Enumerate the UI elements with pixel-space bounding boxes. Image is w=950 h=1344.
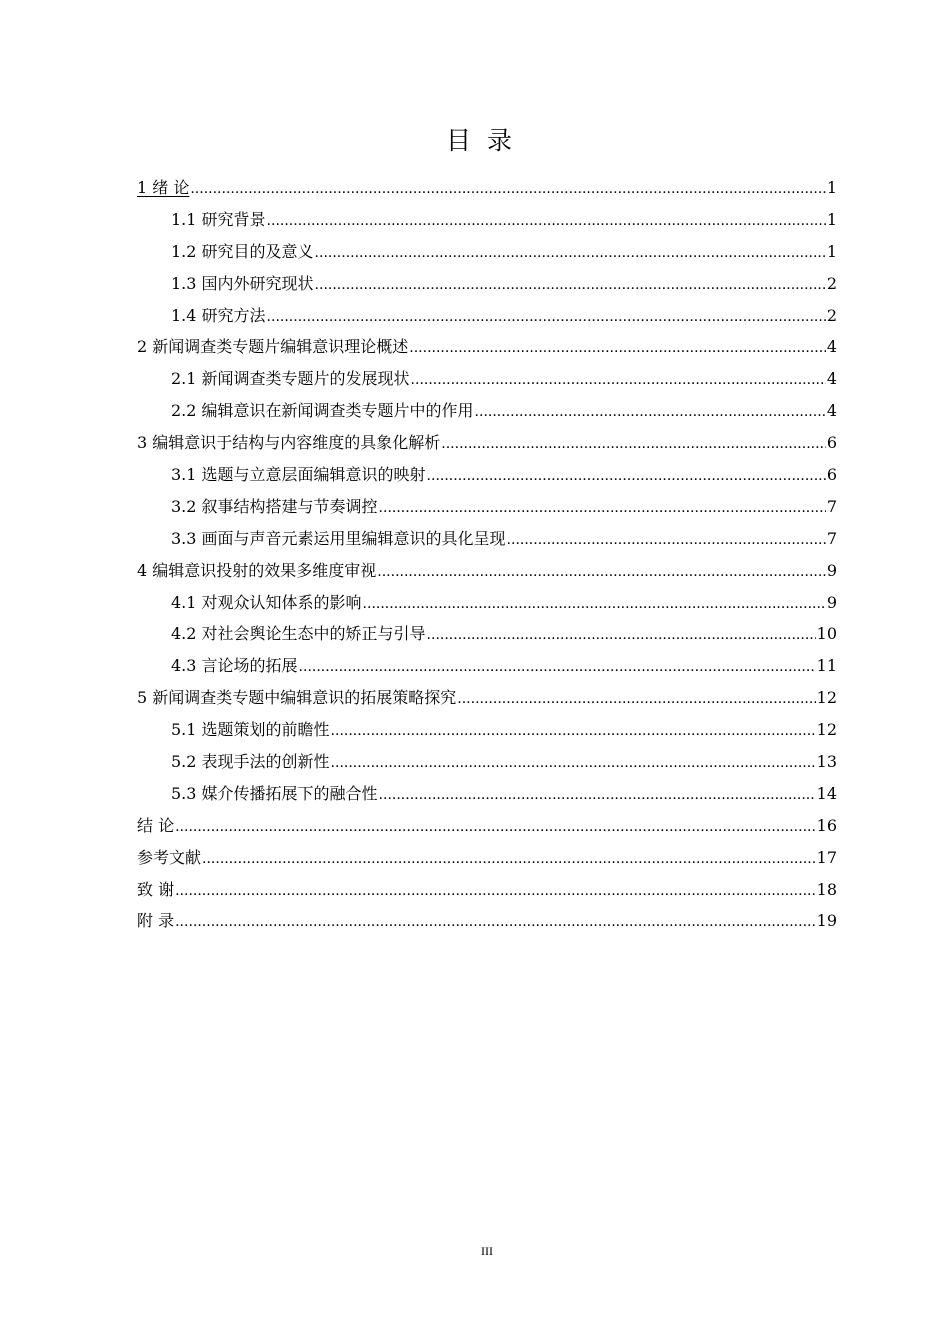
- toc-entry-page: 1: [826, 241, 837, 261]
- toc-entry-label[interactable]: 附 录: [137, 911, 175, 931]
- toc-entry-page: 12: [816, 720, 837, 740]
- toc-entry-label[interactable]: 4 编辑意识投射的效果多维度审视: [137, 560, 377, 580]
- toc-entry-page: 2: [826, 305, 837, 325]
- toc-entry[interactable]: [137, 810, 837, 842]
- toc-entry-page: 13: [816, 752, 837, 772]
- toc-entry[interactable]: [137, 746, 837, 778]
- toc-entry-label[interactable]: 4.2 对社会舆论生态中的矫正与引导: [171, 624, 426, 644]
- toc-dot-leader: [507, 525, 826, 557]
- toc-entry[interactable]: [137, 459, 837, 491]
- toc-dot-leader: [457, 684, 815, 716]
- toc-entry[interactable]: [137, 363, 837, 395]
- toc-entry-page: 9: [826, 592, 837, 612]
- toc-entry-page: 7: [826, 496, 837, 516]
- toc-entry[interactable]: [137, 523, 837, 555]
- toc-entry[interactable]: [137, 491, 837, 523]
- toc-entry-label[interactable]: 1.3 国内外研究现状: [171, 273, 314, 293]
- toc-entry-page: 6: [826, 433, 837, 453]
- toc-entry-page: 19: [816, 911, 837, 931]
- toc-entry-label[interactable]: 4.1 对观众认知体系的影响: [171, 592, 362, 612]
- toc-entry-page: 9: [826, 560, 837, 580]
- toc-entry-label[interactable]: 1 绪 论: [137, 178, 190, 197]
- toc-entry-page: 1: [826, 178, 837, 197]
- toc-dot-leader: [315, 270, 826, 302]
- toc-entry[interactable]: [137, 905, 837, 937]
- toc-entry[interactable]: [137, 172, 837, 204]
- toc-entry-label[interactable]: 3.3 画面与声音元素运用里编辑意识的具化呈现: [171, 528, 506, 548]
- toc-dot-leader: [315, 238, 826, 270]
- toc-entry[interactable]: [137, 874, 837, 906]
- toc-entry[interactable]: [137, 714, 837, 746]
- toc-entry[interactable]: [137, 778, 837, 810]
- page-number: III: [481, 1244, 493, 1258]
- toc-entry[interactable]: [137, 587, 837, 619]
- toc-dot-leader: [411, 365, 826, 397]
- toc-entry-page: 17: [816, 847, 837, 867]
- toc-entry-label[interactable]: 1.2 研究目的及意义: [171, 241, 314, 261]
- toc-dot-leader: [427, 461, 826, 493]
- toc-entry[interactable]: [137, 331, 837, 363]
- toc-entry-label[interactable]: 3.2 叙事结构搭建与节奏调控: [171, 496, 378, 516]
- toc-entry-page: 7: [826, 528, 837, 548]
- toc-dot-leader: [441, 429, 826, 461]
- toc-entry-page: 4: [826, 369, 837, 389]
- toc-dot-leader: [299, 652, 816, 684]
- toc-dot-leader: [202, 844, 816, 876]
- toc-entry-label[interactable]: 致 谢: [137, 879, 175, 899]
- toc-entry-page: 2: [826, 273, 837, 293]
- toc-entry[interactable]: [137, 842, 837, 874]
- toc-dot-leader: [331, 748, 816, 780]
- toc-dot-leader: [175, 812, 816, 844]
- toc-entry-page: 16: [816, 815, 837, 835]
- toc-dot-leader: [379, 780, 816, 812]
- toc-entry[interactable]: [137, 682, 837, 714]
- toc-entry-label[interactable]: 5.2 表现手法的创新性: [171, 752, 330, 772]
- table-of-contents: [137, 172, 837, 937]
- toc-entry-label[interactable]: 5.3 媒介传播拓展下的融合性: [171, 783, 378, 803]
- toc-entry[interactable]: [137, 555, 837, 587]
- toc-entry-page: 11: [816, 656, 837, 676]
- toc-entry-label[interactable]: 2.1 新闻调查类专题片的发展现状: [171, 369, 410, 389]
- toc-dot-leader: [190, 174, 825, 206]
- toc-entry-page: 4: [826, 401, 837, 421]
- page-title: 目录: [445, 126, 528, 155]
- toc-dot-leader: [267, 302, 826, 334]
- toc-entry-label[interactable]: 结 论: [137, 815, 175, 835]
- toc-dot-leader: [427, 620, 816, 652]
- toc-dot-leader: [409, 333, 826, 365]
- toc-entry-label[interactable]: 2 新闻调查类专题片编辑意识理论概述: [137, 337, 409, 357]
- toc-entry-label[interactable]: 2.2 编辑意识在新闻调查类专题片中的作用: [171, 401, 474, 421]
- toc-entry-page: 18: [816, 879, 837, 899]
- toc-dot-leader: [267, 206, 826, 238]
- toc-entry[interactable]: [137, 300, 837, 332]
- toc-entry[interactable]: [137, 236, 837, 268]
- toc-dot-leader: [379, 493, 826, 525]
- toc-entry-label[interactable]: 5.1 选题策划的前瞻性: [171, 720, 330, 740]
- toc-dot-leader: [363, 589, 826, 621]
- toc-dot-leader: [331, 716, 816, 748]
- toc-entry-page: 4: [826, 337, 837, 357]
- toc-entry-label[interactable]: 参考文献: [137, 847, 202, 867]
- toc-entry-page: 10: [816, 624, 837, 644]
- toc-entry-page: 6: [826, 465, 837, 485]
- toc-dot-leader: [175, 907, 816, 939]
- toc-dot-leader: [475, 397, 826, 429]
- toc-entry-label[interactable]: 5 新闻调查类专题中编辑意识的拓展策略探究: [137, 688, 457, 708]
- toc-entry-label[interactable]: 3 编辑意识于结构与内容维度的具象化解析: [137, 433, 441, 453]
- toc-entry-label[interactable]: 3.1 选题与立意层面编辑意识的映射: [171, 465, 426, 485]
- toc-dot-leader: [377, 557, 826, 589]
- toc-entry-page: 12: [816, 688, 837, 708]
- toc-entry-label[interactable]: 4.3 言论场的拓展: [171, 656, 298, 676]
- toc-entry[interactable]: [137, 204, 837, 236]
- toc-entry-label[interactable]: 1.1 研究背景: [171, 209, 266, 229]
- toc-entry[interactable]: [137, 427, 837, 459]
- toc-entry-page: 1: [826, 209, 837, 229]
- toc-entry-label[interactable]: 1.4 研究方法: [171, 305, 266, 325]
- toc-entry[interactable]: [137, 618, 837, 650]
- toc-entry[interactable]: [137, 395, 837, 427]
- toc-entry[interactable]: [137, 268, 837, 300]
- toc-entry-page: 14: [816, 783, 837, 803]
- toc-entry[interactable]: [137, 650, 837, 682]
- toc-dot-leader: [175, 876, 816, 908]
